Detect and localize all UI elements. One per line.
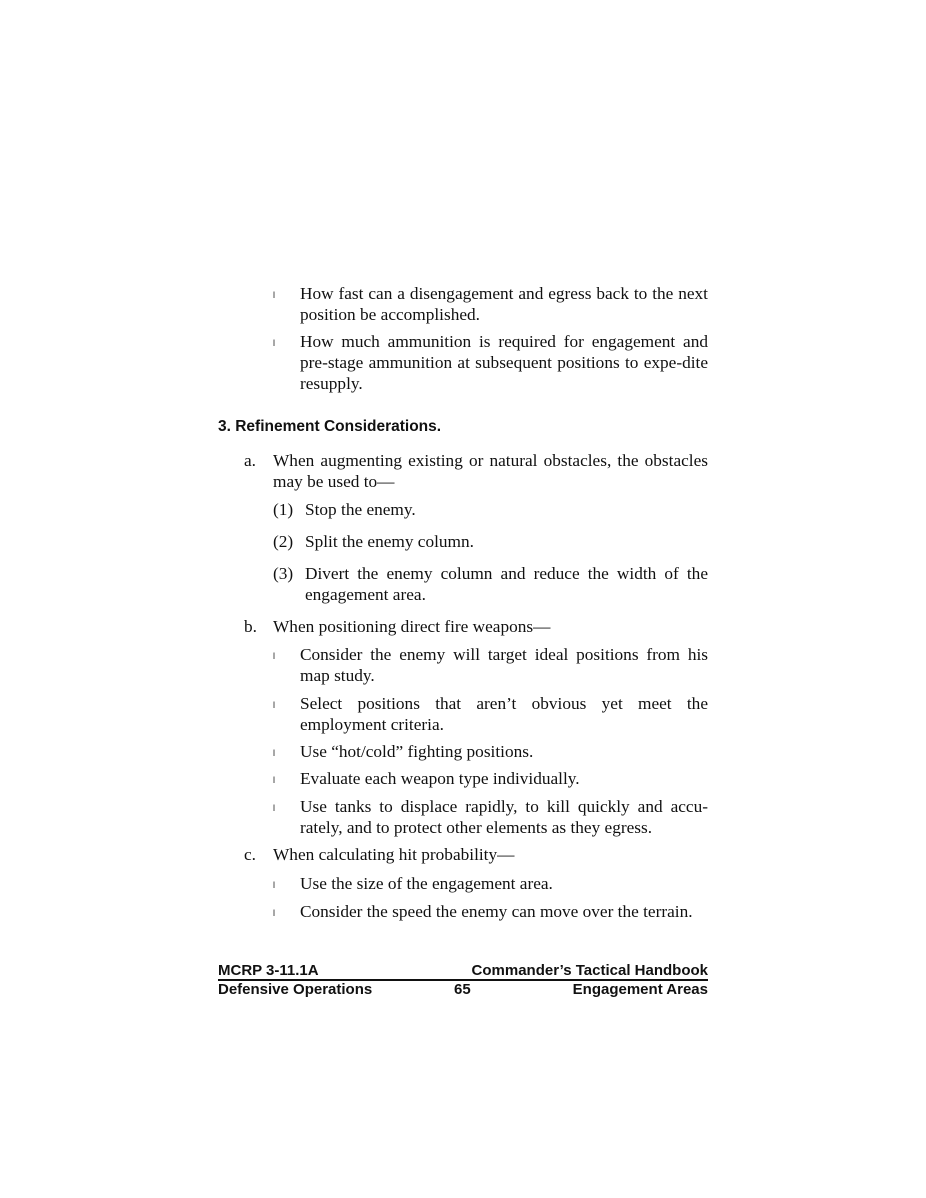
intro-bullet-2: How much ammunition is required for engagement and pre-stage ammunition at subsequent positions to expe-dite resupply. (300, 332, 708, 393)
footer-chapter: Defensive Operations (218, 981, 373, 998)
bullet-icon: l (273, 908, 275, 918)
bullet-icon: l (273, 651, 275, 661)
item-c-bullet-2: Consider the speed the enemy can move over the terrain. (300, 902, 693, 921)
item-a2-text: Split the enemy column. (305, 532, 474, 551)
item-b-bullet-1: Consider the enemy will target ideal positions from his map study. (300, 645, 708, 685)
item-a-label: a. (244, 451, 256, 470)
item-b-label: b. (244, 617, 257, 636)
bullet-icon: l (273, 290, 275, 300)
item-a1-text: Stop the enemy. (305, 500, 416, 519)
page-number: 65 (454, 981, 471, 998)
footer-handbook-title: Commander’s Tactical Handbook (471, 962, 708, 979)
intro-bullet-1: How fast can a disengagement and egress back to the next position be accomplished. (300, 284, 708, 324)
item-b-bullet-3: Use “hot/cold” fighting positions. (300, 742, 534, 761)
bullet-icon: l (273, 880, 275, 890)
item-b-bullet-4: Evaluate each weapon type individually. (300, 769, 580, 788)
footer-topic: Engagement Areas (572, 981, 708, 998)
item-b-text: When positioning direct fire weapons— (273, 617, 551, 636)
item-a2-num: (2) (273, 532, 294, 551)
item-b-bullet-2: Select positions that aren’t obvious yet meet the employment criteria. (300, 694, 708, 734)
item-a3-text: Divert the enemy column and reduce the width of the engagement area. (305, 564, 708, 604)
bullet-icon: l (273, 748, 275, 758)
item-a1-num: (1) (273, 500, 294, 519)
item-a3-num: (3) (273, 564, 294, 583)
section-heading: 3. Refinement Considerations. (218, 418, 442, 435)
item-c-text: When calculating hit probability— (273, 845, 515, 864)
item-a-text: When augmenting existing or natural obstacles, the obstacles may be used to— (273, 451, 708, 491)
footer-publication: MCRP 3-11.1A (218, 962, 319, 979)
bullet-icon: l (273, 700, 275, 710)
bullet-icon: l (273, 338, 275, 348)
bullet-icon: l (273, 775, 275, 785)
bullet-icon: l (273, 803, 275, 813)
item-c-bullet-1: Use the size of the engagement area. (300, 874, 553, 893)
item-b-bullet-5: Use tanks to displace rapidly, to kill quickly and accu-rately, and to protect other elements as they egress. (300, 797, 708, 837)
item-c-label: c. (244, 845, 256, 864)
